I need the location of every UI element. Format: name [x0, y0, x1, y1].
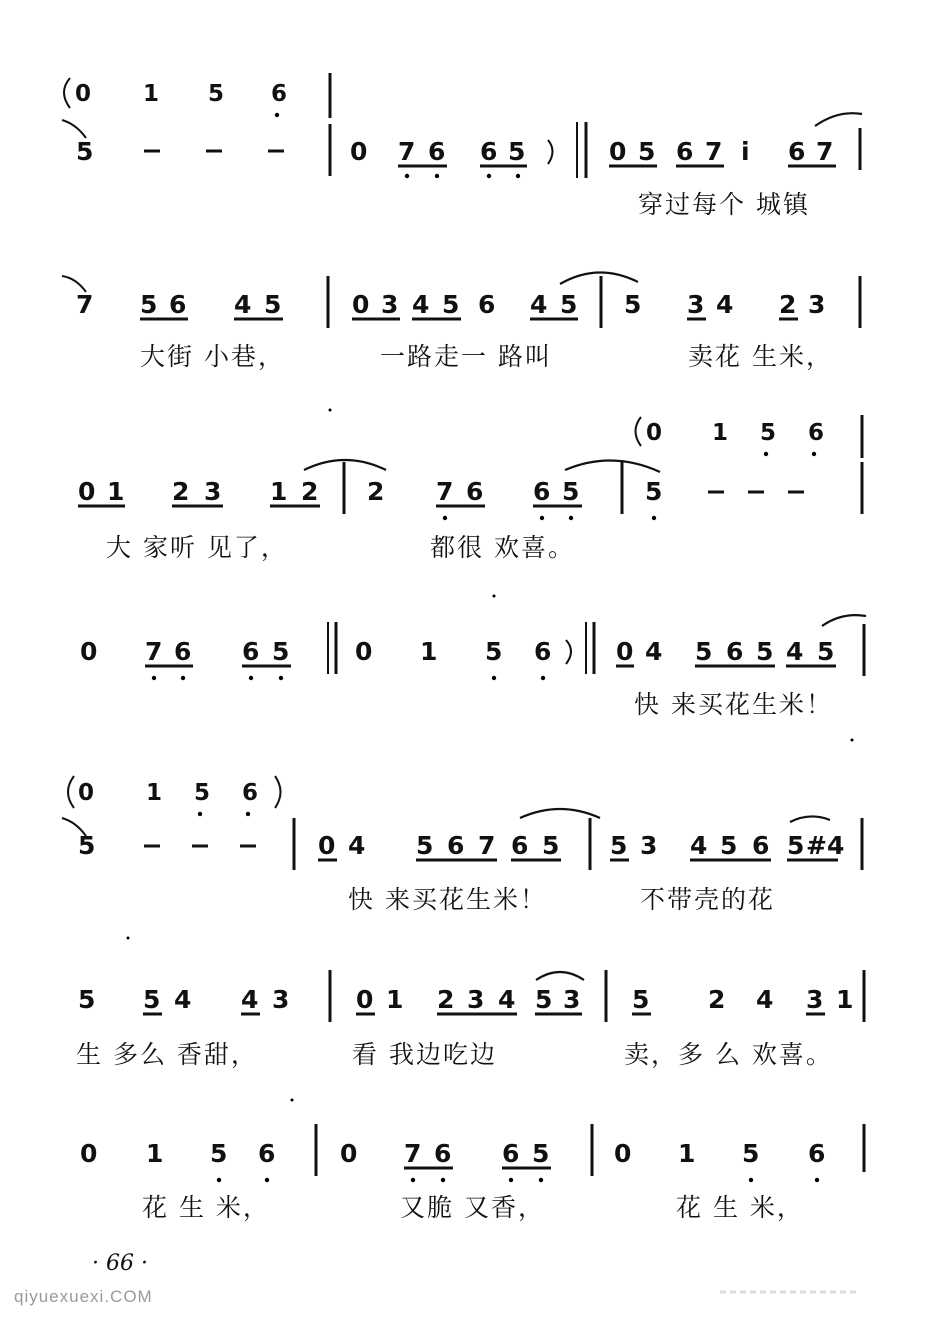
- svg-text:4: 4: [234, 290, 252, 319]
- svg-text:6: 6: [271, 81, 288, 107]
- svg-text:6: 6: [174, 637, 192, 666]
- svg-text:6: 6: [752, 831, 770, 860]
- svg-text:5: 5: [194, 780, 211, 806]
- svg-text:6: 6: [428, 137, 446, 166]
- svg-text:2: 2: [437, 985, 455, 1014]
- svg-text:1: 1: [712, 420, 729, 446]
- svg-text:5: 5: [817, 637, 835, 666]
- svg-text:0: 0: [318, 831, 336, 860]
- svg-text:3: 3: [640, 831, 658, 860]
- svg-text:5: 5: [695, 637, 713, 666]
- svg-text:5: 5: [638, 137, 656, 166]
- svg-text:3: 3: [808, 290, 826, 319]
- svg-text:6: 6: [808, 420, 825, 446]
- staff-row-2: [62, 272, 860, 371]
- svg-text:2: 2: [367, 477, 385, 506]
- svg-text:0: 0: [352, 290, 370, 319]
- svg-text:#4: #4: [806, 831, 845, 860]
- svg-text:i: i: [741, 137, 750, 166]
- svg-text:5: 5: [760, 420, 777, 446]
- svg-text:6: 6: [511, 831, 529, 860]
- lyric-line: 快 来买花生米！: [348, 885, 547, 914]
- svg-text:5: 5: [560, 290, 578, 319]
- svg-text:6: 6: [726, 637, 744, 666]
- lyric-line: 大街 小巷，: [140, 342, 285, 371]
- svg-text:5: 5: [645, 477, 663, 506]
- svg-text:3: 3: [381, 290, 399, 319]
- svg-text:5: 5: [742, 1139, 760, 1168]
- svg-text:6: 6: [169, 290, 187, 319]
- svg-text:0: 0: [356, 985, 374, 1014]
- scan-speck: [291, 1099, 294, 1102]
- svg-text:0: 0: [80, 1139, 98, 1168]
- scan-speck: [329, 409, 332, 412]
- svg-text:3: 3: [806, 985, 824, 1014]
- svg-text:5: 5: [624, 290, 642, 319]
- staff-row-6: [76, 970, 864, 1069]
- svg-text:5: 5: [535, 985, 553, 1014]
- svg-text:6: 6: [480, 137, 498, 166]
- svg-text:1: 1: [143, 81, 160, 107]
- staff-row-4: [80, 615, 866, 719]
- svg-text:1: 1: [386, 985, 404, 1014]
- page-number: · 66 ·: [92, 1251, 148, 1276]
- staff-row-3: [78, 415, 862, 562]
- lyric-line: 卖，多 么 欢喜。: [624, 1040, 833, 1069]
- svg-text:6: 6: [447, 831, 465, 860]
- svg-text:5: 5: [208, 81, 225, 107]
- svg-text:1: 1: [146, 780, 163, 806]
- svg-text:6: 6: [676, 137, 694, 166]
- lyric-line: 穿过每个 城镇: [638, 190, 810, 219]
- svg-text:5: 5: [78, 831, 96, 860]
- svg-text:5: 5: [264, 290, 282, 319]
- svg-text:1: 1: [146, 1139, 164, 1168]
- svg-text:5: 5: [632, 985, 650, 1014]
- svg-text:6: 6: [466, 477, 484, 506]
- svg-text:6: 6: [258, 1139, 276, 1168]
- staff-row-1: [62, 73, 862, 219]
- lyric-line: 生 多么 香甜，: [76, 1040, 258, 1069]
- scan-speck: [851, 739, 854, 742]
- lyric-line: 大 家听 见了，: [106, 533, 288, 562]
- svg-text:0: 0: [350, 137, 368, 166]
- svg-text:5: 5: [140, 290, 158, 319]
- svg-text:6: 6: [434, 1139, 452, 1168]
- svg-text:2: 2: [301, 477, 319, 506]
- svg-text:6: 6: [502, 1139, 520, 1168]
- svg-text:7: 7: [76, 290, 94, 319]
- svg-text:4: 4: [412, 290, 430, 319]
- svg-text:5: 5: [76, 137, 94, 166]
- svg-text:0: 0: [609, 137, 627, 166]
- svg-text:5: 5: [508, 137, 526, 166]
- staff-row-5: [62, 776, 862, 914]
- svg-text:1: 1: [420, 637, 438, 666]
- scan-speck: [493, 595, 496, 598]
- svg-text:5: 5: [720, 831, 738, 860]
- svg-text:6: 6: [534, 637, 552, 666]
- svg-text:5: 5: [532, 1139, 550, 1168]
- svg-text:5: 5: [542, 831, 560, 860]
- lyric-line: 不带壳的花: [640, 885, 776, 914]
- svg-text:1: 1: [107, 477, 125, 506]
- lyric-line: 卖花 生米，: [688, 342, 833, 371]
- svg-text:0: 0: [646, 420, 663, 446]
- svg-text:6: 6: [533, 477, 551, 506]
- svg-text:0: 0: [340, 1139, 358, 1168]
- watermark-text: qiyuexuexi.COM: [14, 1287, 153, 1306]
- svg-text:7: 7: [436, 477, 454, 506]
- svg-text:4: 4: [174, 985, 192, 1014]
- svg-text:4: 4: [348, 831, 366, 860]
- svg-text:7: 7: [816, 137, 834, 166]
- svg-text:6: 6: [242, 780, 259, 806]
- svg-text:1: 1: [836, 985, 854, 1014]
- lyric-line: 花 生 米，: [142, 1193, 270, 1222]
- svg-text:4: 4: [645, 637, 663, 666]
- svg-text:3: 3: [467, 985, 485, 1014]
- svg-text:1: 1: [678, 1139, 696, 1168]
- svg-text:2: 2: [172, 477, 190, 506]
- svg-text:5: 5: [210, 1139, 228, 1168]
- svg-text:5: 5: [610, 831, 628, 860]
- svg-text:7: 7: [398, 137, 416, 166]
- svg-text:7: 7: [145, 637, 163, 666]
- scan-speck: [127, 937, 130, 940]
- lyric-line: 快 来买花生米！: [634, 690, 833, 719]
- svg-text:3: 3: [272, 985, 290, 1014]
- svg-text:5: 5: [756, 637, 774, 666]
- svg-text:4: 4: [690, 831, 708, 860]
- svg-text:4: 4: [530, 290, 548, 319]
- svg-text:0: 0: [355, 637, 373, 666]
- svg-text:2: 2: [779, 290, 797, 319]
- svg-text:5: 5: [78, 985, 96, 1014]
- svg-text:3: 3: [687, 290, 705, 319]
- svg-text:0: 0: [78, 780, 95, 806]
- staff-row-7: [80, 1124, 864, 1222]
- svg-text:7: 7: [478, 831, 496, 860]
- svg-text:6: 6: [478, 290, 496, 319]
- svg-text:0: 0: [78, 477, 96, 506]
- svg-text:6: 6: [242, 637, 260, 666]
- svg-text:0: 0: [75, 81, 92, 107]
- svg-text:4: 4: [756, 985, 774, 1014]
- svg-text:1: 1: [270, 477, 288, 506]
- svg-text:3: 3: [204, 477, 222, 506]
- svg-text:3: 3: [563, 985, 581, 1014]
- svg-text:5: 5: [416, 831, 434, 860]
- svg-text:4: 4: [498, 985, 516, 1014]
- svg-text:6: 6: [788, 137, 806, 166]
- svg-text:4: 4: [241, 985, 259, 1014]
- svg-text:5: 5: [272, 637, 290, 666]
- svg-text:5: 5: [442, 290, 460, 319]
- lyric-line: 都很 欢喜。: [430, 533, 575, 562]
- svg-text:6: 6: [808, 1139, 826, 1168]
- svg-text:5: 5: [143, 985, 161, 1014]
- lyric-line: 花 生 米，: [676, 1193, 804, 1222]
- svg-text:4: 4: [786, 637, 804, 666]
- svg-text:2: 2: [708, 985, 726, 1014]
- svg-text:0: 0: [614, 1139, 632, 1168]
- svg-text:0: 0: [616, 637, 634, 666]
- svg-text:7: 7: [404, 1139, 422, 1168]
- svg-text:0: 0: [80, 637, 98, 666]
- lyric-line: 又脆 又香，: [400, 1193, 545, 1222]
- svg-text:7: 7: [705, 137, 723, 166]
- svg-text:5: 5: [787, 831, 805, 860]
- svg-text:5: 5: [562, 477, 580, 506]
- svg-text:4: 4: [716, 290, 734, 319]
- lyric-line: 一路走一 路叫: [380, 342, 552, 371]
- lyric-line: 看 我边吃边: [352, 1040, 497, 1069]
- svg-text:5: 5: [485, 637, 503, 666]
